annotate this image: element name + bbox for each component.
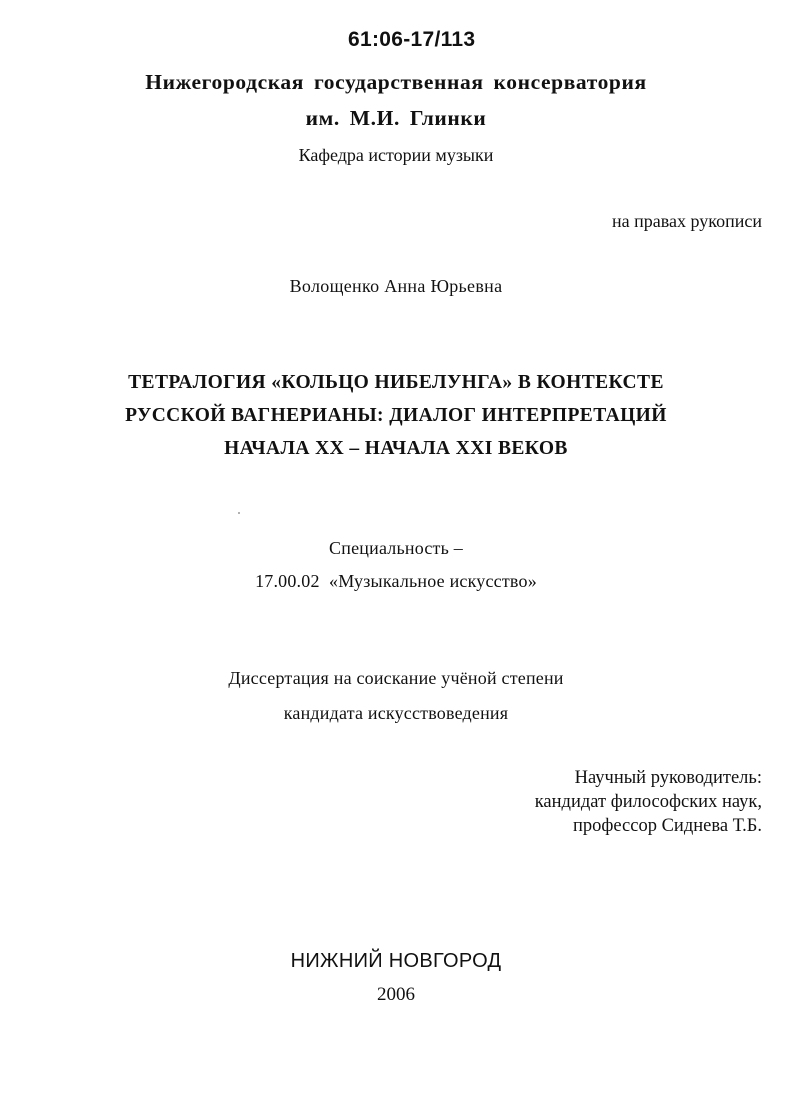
archive-code-stamp: 61:06-17/113 <box>348 28 476 51</box>
manuscript-note: на правах рукописи <box>612 211 762 231</box>
author-name: Волощенко Анна Юрьевна <box>289 276 503 296</box>
degree-line-2: кандидата искусствоведения <box>283 703 509 723</box>
dissertation-title-line-3: НАЧАЛА XX – НАЧАЛА XXI ВЕКОВ <box>224 438 568 459</box>
supervisor-block <box>535 766 762 838</box>
department-name: Кафедра истории музыки <box>298 145 494 165</box>
institution-dedication: им. М.И. Глинки <box>305 106 487 130</box>
city-name: НИЖНИЙ НОВГОРОД <box>290 950 502 972</box>
supervisor-label: Научный руководитель: <box>574 768 762 788</box>
specialty-code: 17.00.02 «Музыкальное искусство» <box>255 571 537 591</box>
year: 2006 <box>377 984 415 1005</box>
degree-line-1: Диссертация на соискание учёной степени <box>228 668 564 688</box>
dissertation-title-line-2: РУССКОЙ ВАГНЕРИАНЫ: ДИАЛОГ ИНТЕРПРЕТАЦИЙ <box>125 405 667 426</box>
supervisor-degree: кандидат философских наук, <box>534 792 762 812</box>
specialty-label: Специальность – <box>329 538 463 558</box>
scan-speck <box>238 512 240 514</box>
supervisor-name: профессор Сиднева Т.Б. <box>572 816 762 836</box>
institution-name: Нижегородская государственная консерватория <box>145 70 647 94</box>
dissertation-title-line-1: ТЕТРАЛОГИЯ «КОЛЬЦО НИБЕЛУНГА» В КОНТЕКСТЕ <box>128 372 664 393</box>
